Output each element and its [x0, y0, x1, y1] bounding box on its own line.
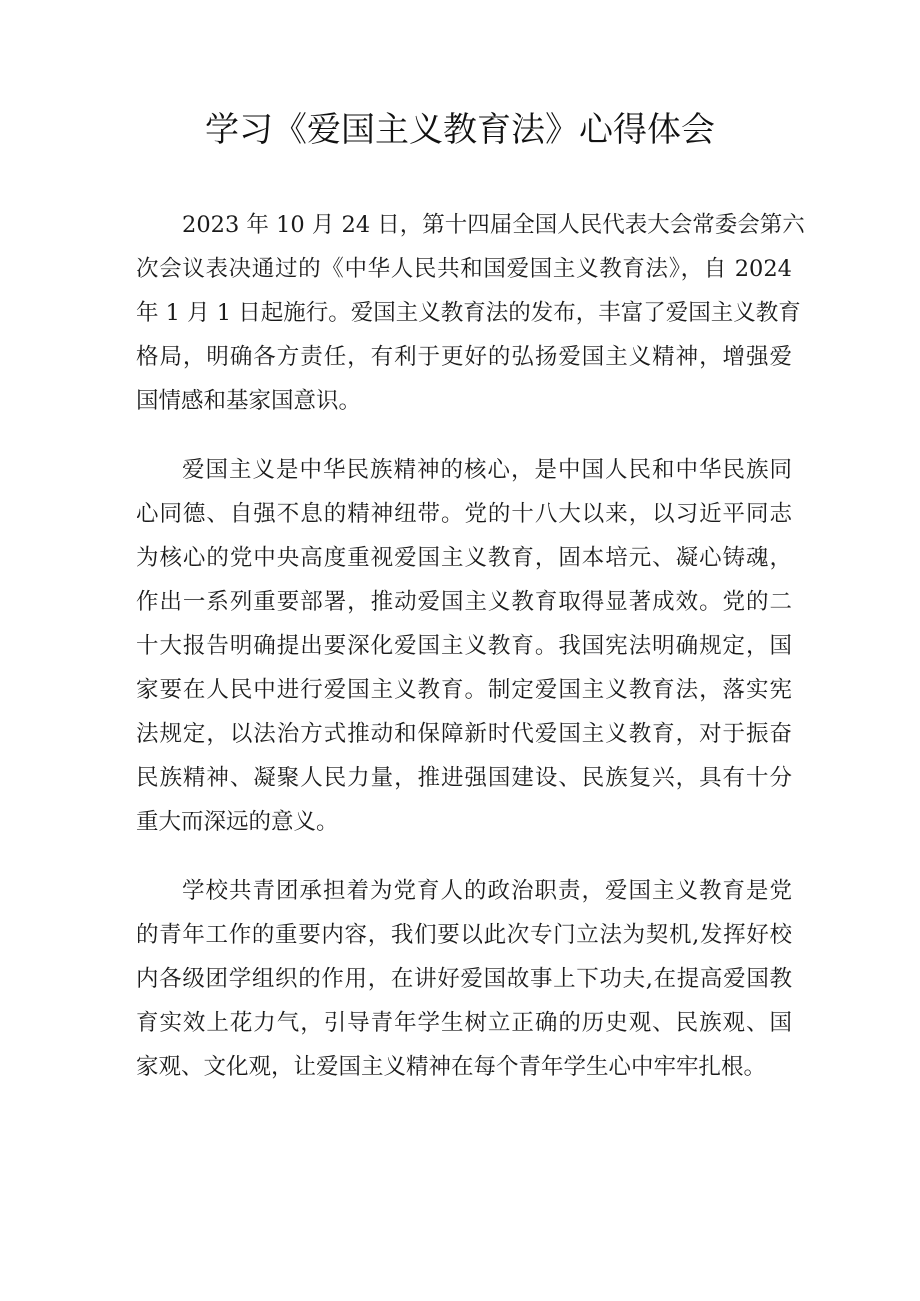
paragraph-line: 年 1 月 1 日起施行。爱国主义教育法的发布，丰富了爱国主义教育	[136, 300, 801, 326]
paragraph-line: 格局，明确各方责任，有利于更好的弘扬爱国主义精神，增强爱	[136, 344, 792, 370]
paragraph-line: 家要在人民中进行爱国主义教育。制定爱国主义教育法，落实宪	[136, 677, 792, 703]
document-title: 学习《爱国主义教育法》心得体会	[205, 110, 715, 150]
paragraph-line: 法规定，以法治方式推动和保障新时代爱国主义教育，对于振奋	[136, 721, 792, 747]
paragraph-line: 民族精神、凝聚人民力量，推进强国建设、民族复兴，具有十分	[136, 765, 792, 791]
paragraph-line: 作出一系列重要部署，推动爱国主义教育取得显著成效。党的二	[136, 589, 792, 615]
paragraph-line: 育实效上花力气，引导青年学生树立正确的历史观、民族观、国	[136, 1010, 792, 1036]
paragraph-line: 2023 年 10 月 24 日，第十四届全国人民代表大会常委会第六	[182, 212, 805, 238]
paragraph-line: 重大而深远的意义。	[136, 809, 339, 835]
paragraph-line: 的青年工作的重要内容，我们要以此次专门立法为契机,发挥好校	[136, 922, 792, 948]
paragraph-line: 心同德、自强不息的精神纽带。党的十八大以来，以习近平同志	[136, 501, 792, 527]
paragraph-line: 国情感和基家国意识。	[136, 388, 362, 414]
paragraph-line: 十大报告明确提出要深化爱国主义教育。我国宪法明确规定，国	[136, 633, 792, 659]
paragraph-line: 次会议表决通过的《中华人民共和国爱国主义教育法》，自 2024	[136, 256, 792, 282]
paragraph-line: 内各级团学组织的作用，在讲好爱国故事上下功夫,在提高爱国教	[136, 966, 792, 992]
paragraph-line: 学校共青团承担着为党育人的政治职责，爱国主义教育是党	[182, 878, 792, 904]
paragraph-line: 家观、文化观，让爱国主义精神在每个青年学生心中牢牢扎根。	[136, 1054, 767, 1080]
paragraph-line: 为核心的党中央高度重视爱国主义教育，固本培元、凝心铸魂，	[136, 545, 792, 571]
paragraph-line: 爱国主义是中华民族精神的核心，是中国人民和中华民族同	[182, 457, 792, 483]
